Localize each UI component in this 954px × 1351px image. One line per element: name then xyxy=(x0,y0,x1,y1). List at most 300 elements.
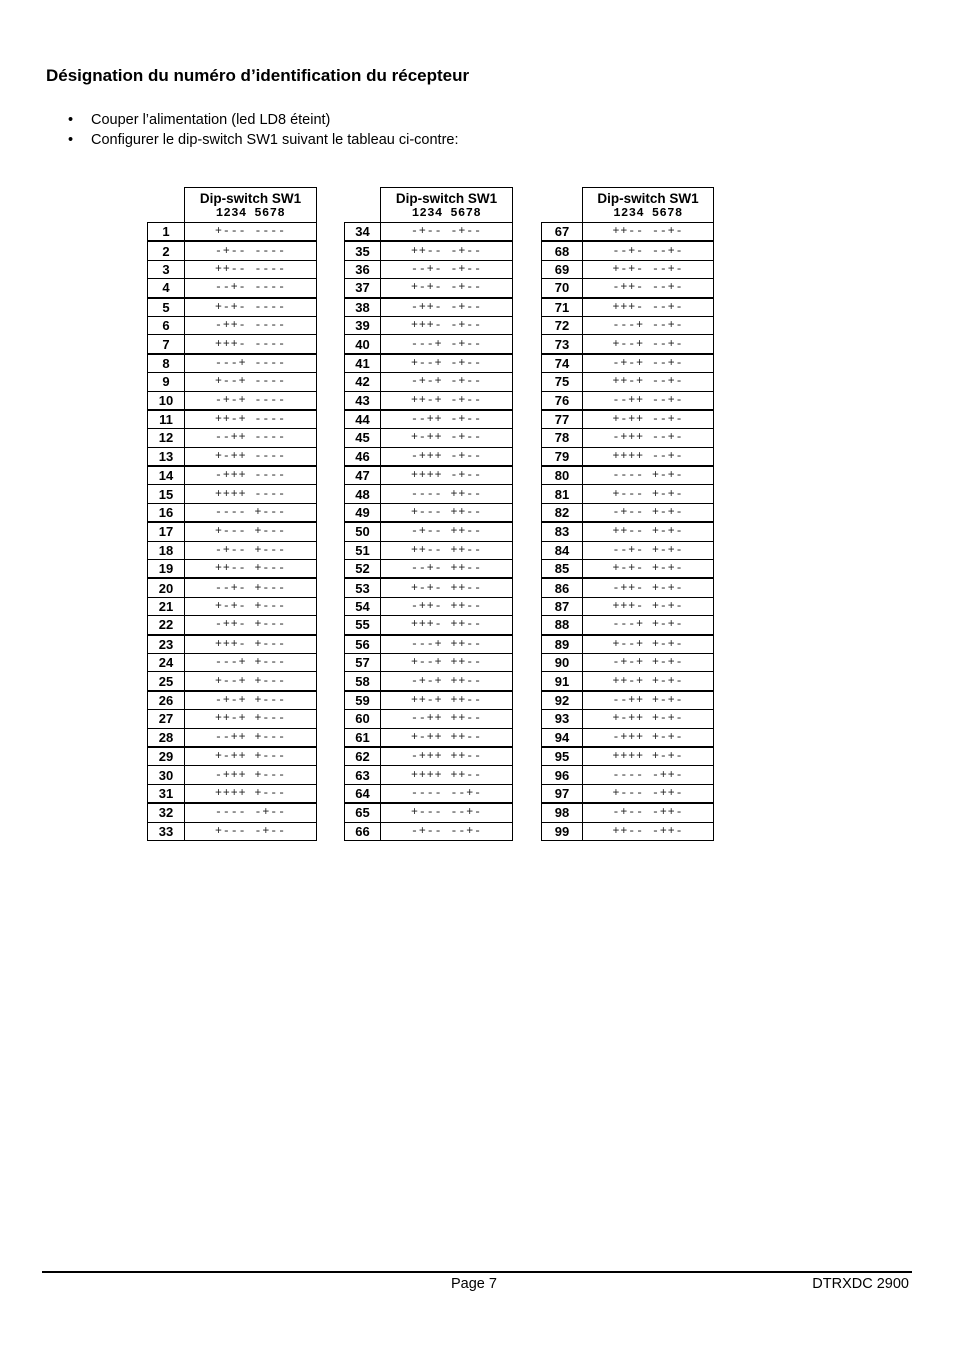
id-number: 52 xyxy=(345,560,381,579)
switch-setting: -+++ --+- xyxy=(583,429,714,447)
table-row xyxy=(345,373,513,391)
table-row xyxy=(148,691,317,710)
table-row xyxy=(542,466,714,485)
table-row xyxy=(345,747,513,766)
table-row xyxy=(542,223,714,242)
id-number: 87 xyxy=(542,597,583,615)
table-header xyxy=(381,188,513,223)
table-row xyxy=(542,653,714,671)
switch-setting: +++- ++-- xyxy=(381,616,513,635)
id-number: 55 xyxy=(345,616,381,635)
table-row xyxy=(148,335,317,354)
switch-setting: +--- ++-- xyxy=(381,503,513,522)
switch-setting: --++ +--- xyxy=(185,728,317,747)
switch-setting: ++-+ ++-- xyxy=(381,691,513,710)
table-row xyxy=(148,747,317,766)
id-number: 89 xyxy=(542,635,583,654)
dip-switch-table-2 xyxy=(344,187,513,841)
switch-setting: ---- --+- xyxy=(381,784,513,803)
switch-setting: -+-+ +--- xyxy=(185,691,317,710)
table-row xyxy=(542,766,714,784)
switch-setting: -+-+ ---- xyxy=(185,391,317,410)
id-number: 44 xyxy=(345,410,381,429)
table-row xyxy=(148,503,317,522)
table-row xyxy=(542,784,714,803)
switch-setting: ++-- -+-- xyxy=(381,241,513,260)
id-number: 10 xyxy=(148,391,185,410)
switch-setting: ---- -++- xyxy=(583,766,714,784)
id-number: 6 xyxy=(148,316,185,334)
switch-setting: --++ ---- xyxy=(185,429,317,447)
id-number: 39 xyxy=(345,316,381,334)
dip-switch-table-3 xyxy=(541,187,714,841)
switch-setting: -+-+ -+-- xyxy=(381,373,513,391)
document-reference: DTRXDC 2900 xyxy=(812,1276,909,1292)
switch-setting: ---+ -+-- xyxy=(381,335,513,354)
table-row xyxy=(542,429,714,447)
table-row xyxy=(148,485,317,503)
id-number: 20 xyxy=(148,578,185,597)
id-number: 43 xyxy=(345,391,381,410)
switch-setting: +-+- --+- xyxy=(583,260,714,278)
page-number: Page 7 xyxy=(451,1276,497,1292)
table-header xyxy=(185,188,317,223)
id-number: 74 xyxy=(542,354,583,373)
table-row xyxy=(542,710,714,728)
switch-setting: +--- ---- xyxy=(185,223,317,242)
switch-setting: --+- ++-- xyxy=(381,560,513,579)
switch-setting: --++ --+- xyxy=(583,391,714,410)
id-number: 48 xyxy=(345,485,381,503)
table-row xyxy=(148,373,317,391)
switch-setting: +-++ ---- xyxy=(185,447,317,466)
id-number: 92 xyxy=(542,691,583,710)
table-row xyxy=(148,803,317,822)
id-number: 61 xyxy=(345,728,381,747)
dip-switch-table-1 xyxy=(147,187,317,841)
id-number: 51 xyxy=(345,541,381,559)
table-row xyxy=(148,560,317,579)
id-number: 93 xyxy=(542,710,583,728)
table-row xyxy=(148,298,317,317)
table-row xyxy=(542,541,714,559)
id-number: 90 xyxy=(542,653,583,671)
id-number: 75 xyxy=(542,373,583,391)
header-title: Dip-switch SW1 xyxy=(395,190,498,206)
id-number: 78 xyxy=(542,429,583,447)
switch-setting: +-+- ---- xyxy=(185,298,317,317)
table-row xyxy=(542,822,714,840)
table-row xyxy=(542,597,714,615)
table-row xyxy=(542,616,714,635)
id-number: 37 xyxy=(345,279,381,298)
table-row xyxy=(345,803,513,822)
table-row xyxy=(345,466,513,485)
id-number: 54 xyxy=(345,597,381,615)
table-row xyxy=(345,260,513,278)
id-number: 42 xyxy=(345,373,381,391)
table-row xyxy=(542,260,714,278)
switch-setting: +--+ -+-- xyxy=(381,354,513,373)
switch-setting: ---- ++-- xyxy=(381,485,513,503)
id-number: 36 xyxy=(345,260,381,278)
switch-setting: +--- -++- xyxy=(583,784,714,803)
switch-setting: ++-+ +-+- xyxy=(583,672,714,691)
switch-setting: +++- +--- xyxy=(185,635,317,654)
switch-setting: +++- --+- xyxy=(583,298,714,317)
switch-setting: ++-- +--- xyxy=(185,560,317,579)
switch-setting: +-++ +--- xyxy=(185,747,317,766)
table-row xyxy=(345,541,513,559)
table-row xyxy=(148,728,317,747)
table-row xyxy=(148,710,317,728)
switch-setting: +--- +--- xyxy=(185,522,317,541)
table-row xyxy=(542,373,714,391)
switch-setting: +-+- +-+- xyxy=(583,560,714,579)
table-row xyxy=(542,747,714,766)
instruction-item xyxy=(66,130,459,150)
switch-setting: +-+- ++-- xyxy=(381,578,513,597)
switch-setting: ++++ +--- xyxy=(185,784,317,803)
id-number: 84 xyxy=(542,541,583,559)
table-row xyxy=(542,578,714,597)
header-title: Dip-switch SW1 xyxy=(199,190,302,206)
switch-setting: +-++ -+-- xyxy=(381,429,513,447)
id-number: 53 xyxy=(345,578,381,597)
id-number: 99 xyxy=(542,822,583,840)
switch-setting: -+-- -++- xyxy=(583,803,714,822)
id-number: 21 xyxy=(148,597,185,615)
table-row xyxy=(345,578,513,597)
table-row xyxy=(345,485,513,503)
table-row xyxy=(345,691,513,710)
table-row xyxy=(148,316,317,334)
table-row xyxy=(148,541,317,559)
table-row xyxy=(542,560,714,579)
table-row xyxy=(345,766,513,784)
switch-setting: -++- --+- xyxy=(583,279,714,298)
id-number: 8 xyxy=(148,354,185,373)
table-row xyxy=(345,391,513,410)
table-row xyxy=(345,597,513,615)
id-number: 40 xyxy=(345,335,381,354)
switch-setting: --+- +-+- xyxy=(583,541,714,559)
switch-setting: ---- +-+- xyxy=(583,466,714,485)
table-row xyxy=(148,822,317,840)
switch-setting: ++-+ ---- xyxy=(185,410,317,429)
id-number: 88 xyxy=(542,616,583,635)
id-number: 7 xyxy=(148,335,185,354)
id-number: 69 xyxy=(542,260,583,278)
id-number: 77 xyxy=(542,410,583,429)
switch-setting: -++- ++-- xyxy=(381,597,513,615)
table-row xyxy=(148,672,317,691)
id-number: 28 xyxy=(148,728,185,747)
id-number: 31 xyxy=(148,784,185,803)
id-number: 56 xyxy=(345,635,381,654)
switch-setting: +--- -+-- xyxy=(185,822,317,840)
table-row xyxy=(345,616,513,635)
id-number: 86 xyxy=(542,578,583,597)
table-row xyxy=(542,241,714,260)
switch-setting: ++-- --+- xyxy=(583,223,714,242)
id-number: 50 xyxy=(345,522,381,541)
switch-setting: ++++ ---- xyxy=(185,485,317,503)
id-number: 47 xyxy=(345,466,381,485)
table-row xyxy=(345,728,513,747)
bullet-icon: • xyxy=(68,132,74,148)
id-number: 49 xyxy=(345,503,381,522)
table-row xyxy=(542,335,714,354)
id-number: 22 xyxy=(148,616,185,635)
switch-setting: ++-- +-+- xyxy=(583,522,714,541)
id-number: 17 xyxy=(148,522,185,541)
id-number: 38 xyxy=(345,298,381,317)
id-number: 12 xyxy=(148,429,185,447)
table-row xyxy=(542,447,714,466)
switch-setting: -+++ ++-- xyxy=(381,747,513,766)
id-number: 41 xyxy=(345,354,381,373)
instruction-text: Configurer le dip-switch SW1 suivant le tableau ci-contre: xyxy=(91,132,459,148)
header-title: Dip-switch SW1 xyxy=(597,190,699,206)
table-row xyxy=(542,635,714,654)
table-row xyxy=(542,691,714,710)
switch-setting: +--+ ++-- xyxy=(381,653,513,671)
table-row xyxy=(148,597,317,615)
table-row xyxy=(148,653,317,671)
id-number: 91 xyxy=(542,672,583,691)
id-number: 96 xyxy=(542,766,583,784)
table-corner xyxy=(148,188,185,223)
table-row xyxy=(345,410,513,429)
table-row xyxy=(148,241,317,260)
switch-setting: ---+ ---- xyxy=(185,354,317,373)
table-row xyxy=(148,578,317,597)
id-number: 19 xyxy=(148,560,185,579)
id-number: 9 xyxy=(148,373,185,391)
id-number: 23 xyxy=(148,635,185,654)
id-number: 63 xyxy=(345,766,381,784)
id-number: 67 xyxy=(542,223,583,242)
id-number: 35 xyxy=(345,241,381,260)
switch-setting: ---+ +--- xyxy=(185,653,317,671)
table-row xyxy=(148,410,317,429)
switch-setting: -+-- +--- xyxy=(185,541,317,559)
switch-setting: -++- -+-- xyxy=(381,298,513,317)
switch-setting: ++++ ++-- xyxy=(381,766,513,784)
id-number: 58 xyxy=(345,672,381,691)
id-number: 46 xyxy=(345,447,381,466)
table-row xyxy=(345,560,513,579)
switch-setting: ---+ ++-- xyxy=(381,635,513,654)
table-row xyxy=(345,710,513,728)
switch-setting: +-+- -+-- xyxy=(381,279,513,298)
header-bits: 1234 5678 xyxy=(411,205,482,220)
id-number: 62 xyxy=(345,747,381,766)
switch-setting: ---+ --+- xyxy=(583,316,714,334)
id-number: 76 xyxy=(542,391,583,410)
switch-setting: -+++ -+-- xyxy=(381,447,513,466)
switch-setting: ++-- ---- xyxy=(185,260,317,278)
switch-setting: ---+ +-+- xyxy=(583,616,714,635)
table-row xyxy=(148,447,317,466)
table-row xyxy=(345,279,513,298)
table-row xyxy=(542,279,714,298)
table-row xyxy=(148,616,317,635)
table-row xyxy=(345,522,513,541)
switch-setting: +++- -+-- xyxy=(381,316,513,334)
id-number: 59 xyxy=(345,691,381,710)
id-number: 29 xyxy=(148,747,185,766)
table-header xyxy=(583,188,714,223)
table-row xyxy=(148,391,317,410)
switch-setting: -+-- ++-- xyxy=(381,522,513,541)
bullet-icon: • xyxy=(68,112,74,128)
table-row xyxy=(542,522,714,541)
id-number: 27 xyxy=(148,710,185,728)
instruction-item xyxy=(66,110,459,130)
table-row xyxy=(542,354,714,373)
switch-setting: ++-+ +--- xyxy=(185,710,317,728)
id-number: 85 xyxy=(542,560,583,579)
id-number: 11 xyxy=(148,410,185,429)
table-row xyxy=(148,766,317,784)
table-row xyxy=(542,803,714,822)
switch-setting: +-++ --+- xyxy=(583,410,714,429)
table-row xyxy=(542,410,714,429)
id-number: 14 xyxy=(148,466,185,485)
id-number: 95 xyxy=(542,747,583,766)
id-number: 15 xyxy=(148,485,185,503)
switch-setting: +--- --+- xyxy=(381,803,513,822)
id-number: 64 xyxy=(345,784,381,803)
switch-setting: --++ +-+- xyxy=(583,691,714,710)
switch-setting: -++- +-+- xyxy=(583,578,714,597)
header-bits: 1234 5678 xyxy=(215,205,286,220)
table-row xyxy=(345,822,513,840)
id-number: 34 xyxy=(345,223,381,242)
switch-setting: +--+ +-+- xyxy=(583,635,714,654)
table-row xyxy=(345,635,513,654)
table-row xyxy=(148,260,317,278)
switch-setting: -+-- ---- xyxy=(185,241,317,260)
id-number: 16 xyxy=(148,503,185,522)
id-number: 5 xyxy=(148,298,185,317)
switch-setting: -+-+ --+- xyxy=(583,354,714,373)
id-number: 25 xyxy=(148,672,185,691)
table-row xyxy=(542,485,714,503)
switch-setting: ++-+ -+-- xyxy=(381,391,513,410)
switch-setting: --+- +--- xyxy=(185,578,317,597)
id-number: 60 xyxy=(345,710,381,728)
id-number: 13 xyxy=(148,447,185,466)
switch-setting: +--- +-+- xyxy=(583,485,714,503)
id-number: 45 xyxy=(345,429,381,447)
table-row xyxy=(148,279,317,298)
table-corner xyxy=(542,188,583,223)
table-row xyxy=(345,784,513,803)
instruction-text: Couper l’alimentation (led LD8 éteint) xyxy=(91,112,331,128)
table-row xyxy=(345,335,513,354)
switch-setting: +--+ +--- xyxy=(185,672,317,691)
switch-setting: -+-+ ++-- xyxy=(381,672,513,691)
table-row xyxy=(542,503,714,522)
switch-setting: +--+ ---- xyxy=(185,373,317,391)
switch-setting: +-++ ++-- xyxy=(381,728,513,747)
table-row xyxy=(148,522,317,541)
header-bits: 1234 5678 xyxy=(613,205,683,220)
switch-setting: -++- ---- xyxy=(185,316,317,334)
id-number: 24 xyxy=(148,653,185,671)
table-row xyxy=(148,784,317,803)
id-number: 97 xyxy=(542,784,583,803)
id-number: 68 xyxy=(542,241,583,260)
switch-setting: -+++ +--- xyxy=(185,766,317,784)
switch-setting: -+-+ +-+- xyxy=(583,653,714,671)
instruction-list xyxy=(66,110,459,150)
id-number: 80 xyxy=(542,466,583,485)
switch-setting: +++- ---- xyxy=(185,335,317,354)
switch-setting: -+-- +-+- xyxy=(583,503,714,522)
switch-setting: --++ ++-- xyxy=(381,710,513,728)
table-row xyxy=(542,672,714,691)
switch-setting: ++++ --+- xyxy=(583,447,714,466)
table-row xyxy=(345,429,513,447)
switch-setting: +++- +-+- xyxy=(583,597,714,615)
id-number: 82 xyxy=(542,503,583,522)
switch-setting: ++-- ++-- xyxy=(381,541,513,559)
id-number: 33 xyxy=(148,822,185,840)
table-corner xyxy=(345,188,381,223)
id-number: 4 xyxy=(148,279,185,298)
switch-setting: -+-- --+- xyxy=(381,822,513,840)
id-number: 73 xyxy=(542,335,583,354)
footer-divider xyxy=(42,1271,912,1273)
switch-setting: ++-+ --+- xyxy=(583,373,714,391)
table-row xyxy=(542,298,714,317)
id-number: 79 xyxy=(542,447,583,466)
switch-setting: ---- -+-- xyxy=(185,803,317,822)
id-number: 3 xyxy=(148,260,185,278)
switch-setting: -++- +--- xyxy=(185,616,317,635)
switch-setting: ++++ +-+- xyxy=(583,747,714,766)
switch-setting: ---- +--- xyxy=(185,503,317,522)
id-number: 32 xyxy=(148,803,185,822)
switch-setting: +--+ --+- xyxy=(583,335,714,354)
switch-setting: --+- ---- xyxy=(185,279,317,298)
table-row xyxy=(148,429,317,447)
table-row xyxy=(345,223,513,242)
switch-setting: -+-- -+-- xyxy=(381,223,513,242)
table-row xyxy=(345,316,513,334)
table-row xyxy=(148,354,317,373)
id-number: 2 xyxy=(148,241,185,260)
table-row xyxy=(148,223,317,242)
switch-setting: -+++ ---- xyxy=(185,466,317,485)
id-number: 81 xyxy=(542,485,583,503)
table-row xyxy=(345,241,513,260)
switch-setting: --++ -+-- xyxy=(381,410,513,429)
id-number: 1 xyxy=(148,223,185,242)
table-row xyxy=(345,298,513,317)
id-number: 83 xyxy=(542,522,583,541)
switch-setting: ++++ -+-- xyxy=(381,466,513,485)
id-number: 30 xyxy=(148,766,185,784)
switch-setting: ++-- -++- xyxy=(583,822,714,840)
id-number: 65 xyxy=(345,803,381,822)
table-row xyxy=(345,672,513,691)
id-number: 98 xyxy=(542,803,583,822)
